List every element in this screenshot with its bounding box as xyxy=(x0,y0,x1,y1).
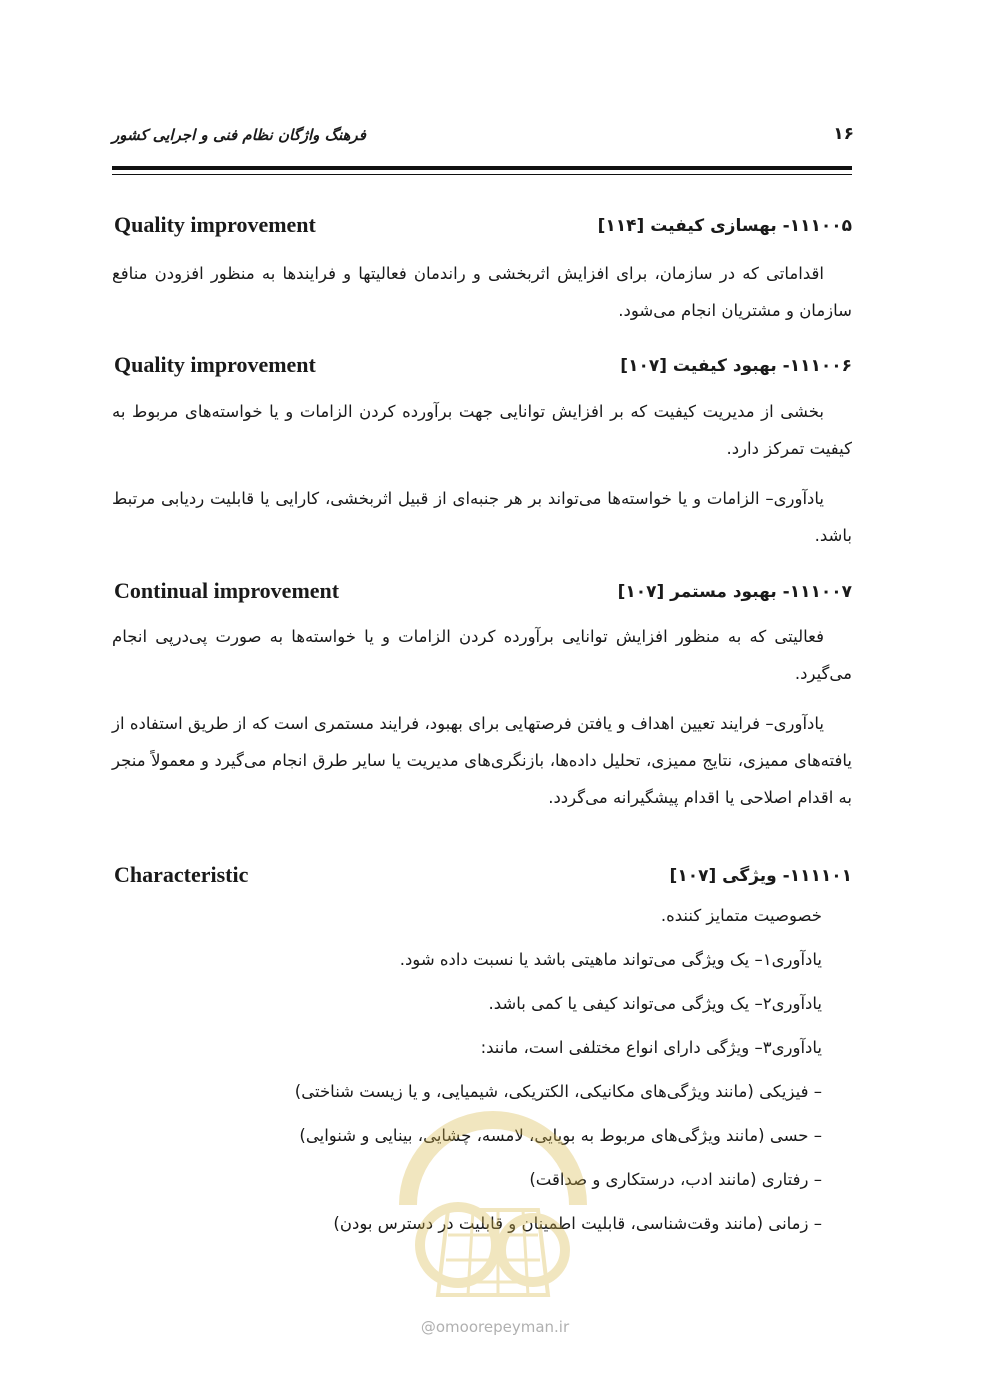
entry-definition: فعالیتی که به منظور افزایش توانایی برآورده کردن الزامات و یا خواسته‌ها به صورت پی‌درپی انجام می‌گیرد. xyxy=(112,627,852,683)
entry-heading-fa: ۱۱۱۰۰۵- بهسازی کیفیت [۱۱۴] xyxy=(597,216,852,236)
list-item: – زمانی (مانند وقت‌شناسی، قابلیت اطمینان و قابلیت در دسترس بودن) xyxy=(333,1214,822,1233)
entry-note: یادآوری– فرایند تعیین اهداف و یافتن فرصتهایی برای بهبود، فرایند مستمری است که از طریق استفاده از یافته‌های ممیزی، نتایج ممیزی، تحلیل داده‌ها، بازنگری‌های مدیریت یا سایر طرق انجام می‌گیرد و معمولاً منجر به اقدام اصلاحی یا اقدام پیشگیرانه می‌گردد. xyxy=(112,714,852,807)
entry-note: یادآوری۳– ویژگی دارای انواع مختلفی است، مانند: xyxy=(480,1038,822,1057)
header-rule-thick xyxy=(112,166,852,170)
entry-heading-fa: ۱۱۱۰۰۶- بهبود کیفیت [۱۰۷] xyxy=(620,356,852,376)
page-number: ۱۶ xyxy=(833,124,854,144)
list-item: – فیزیکی (مانند ویژگی‌های مکانیکی، الکتریکی، شیمیایی، و یا زیست شناختی) xyxy=(294,1082,822,1101)
entry-heading-fa: ۱۱۱۱۰۱- ویژگی [۱۰۷] xyxy=(669,866,852,886)
list-item: – رفتاری (مانند ادب، درستکاری و صداقت) xyxy=(529,1170,822,1189)
entry-note: یادآوری۲– یک ویژگی می‌تواند کیفی یا کمی باشد. xyxy=(488,994,822,1013)
entry-note: یادآوری– الزامات و یا خواسته‌ها می‌تواند بر هر جنبه‌ای از قبیل اثربخشی، کارایی یا قابلیت ردیابی مرتبط باشد. xyxy=(112,489,852,545)
watermark-emblem xyxy=(388,1110,598,1310)
entry-term-en: Characteristic xyxy=(114,862,249,887)
watermark-site: @omoorepeyman.ir xyxy=(420,1318,570,1336)
entry-term-en: Quality improvement xyxy=(114,212,316,237)
entry-definition: خصوصیت متمایز کننده. xyxy=(660,906,822,925)
entry-term-en: Continual improvement xyxy=(114,578,340,603)
entry-term-en: Quality improvement xyxy=(114,352,316,377)
running-header-title: فرهنگ واژگان نظام فنی و اجرایی کشور xyxy=(112,126,366,144)
entry-heading-fa: ۱۱۱۰۰۷- بهبود مستمر [۱۰۷] xyxy=(617,582,852,602)
header-rule-thin xyxy=(112,174,852,175)
entry-definition: بخشی از مدیریت کیفیت که بر افزایش توانایی جهت برآورده کردن الزامات و یا خواسته‌های مربوط به کیفیت تمرکز دارد. xyxy=(112,402,852,458)
list-item: – حسی (مانند ویژگی‌های مربوط به بویایی، لامسه، چشایی، بینایی و شنوایی) xyxy=(299,1126,822,1145)
entry-note: یادآوری۱– یک ویژگی می‌تواند ماهیتی باشد یا نسبت داده شود. xyxy=(399,950,822,969)
entry-definition: اقداماتی که در سازمان، برای افزایش اثربخشی و راندمان فعالیتها و فرایندها به منظور افزودن منافع سازمان و مشتریان انجام می‌شود. xyxy=(112,264,852,320)
